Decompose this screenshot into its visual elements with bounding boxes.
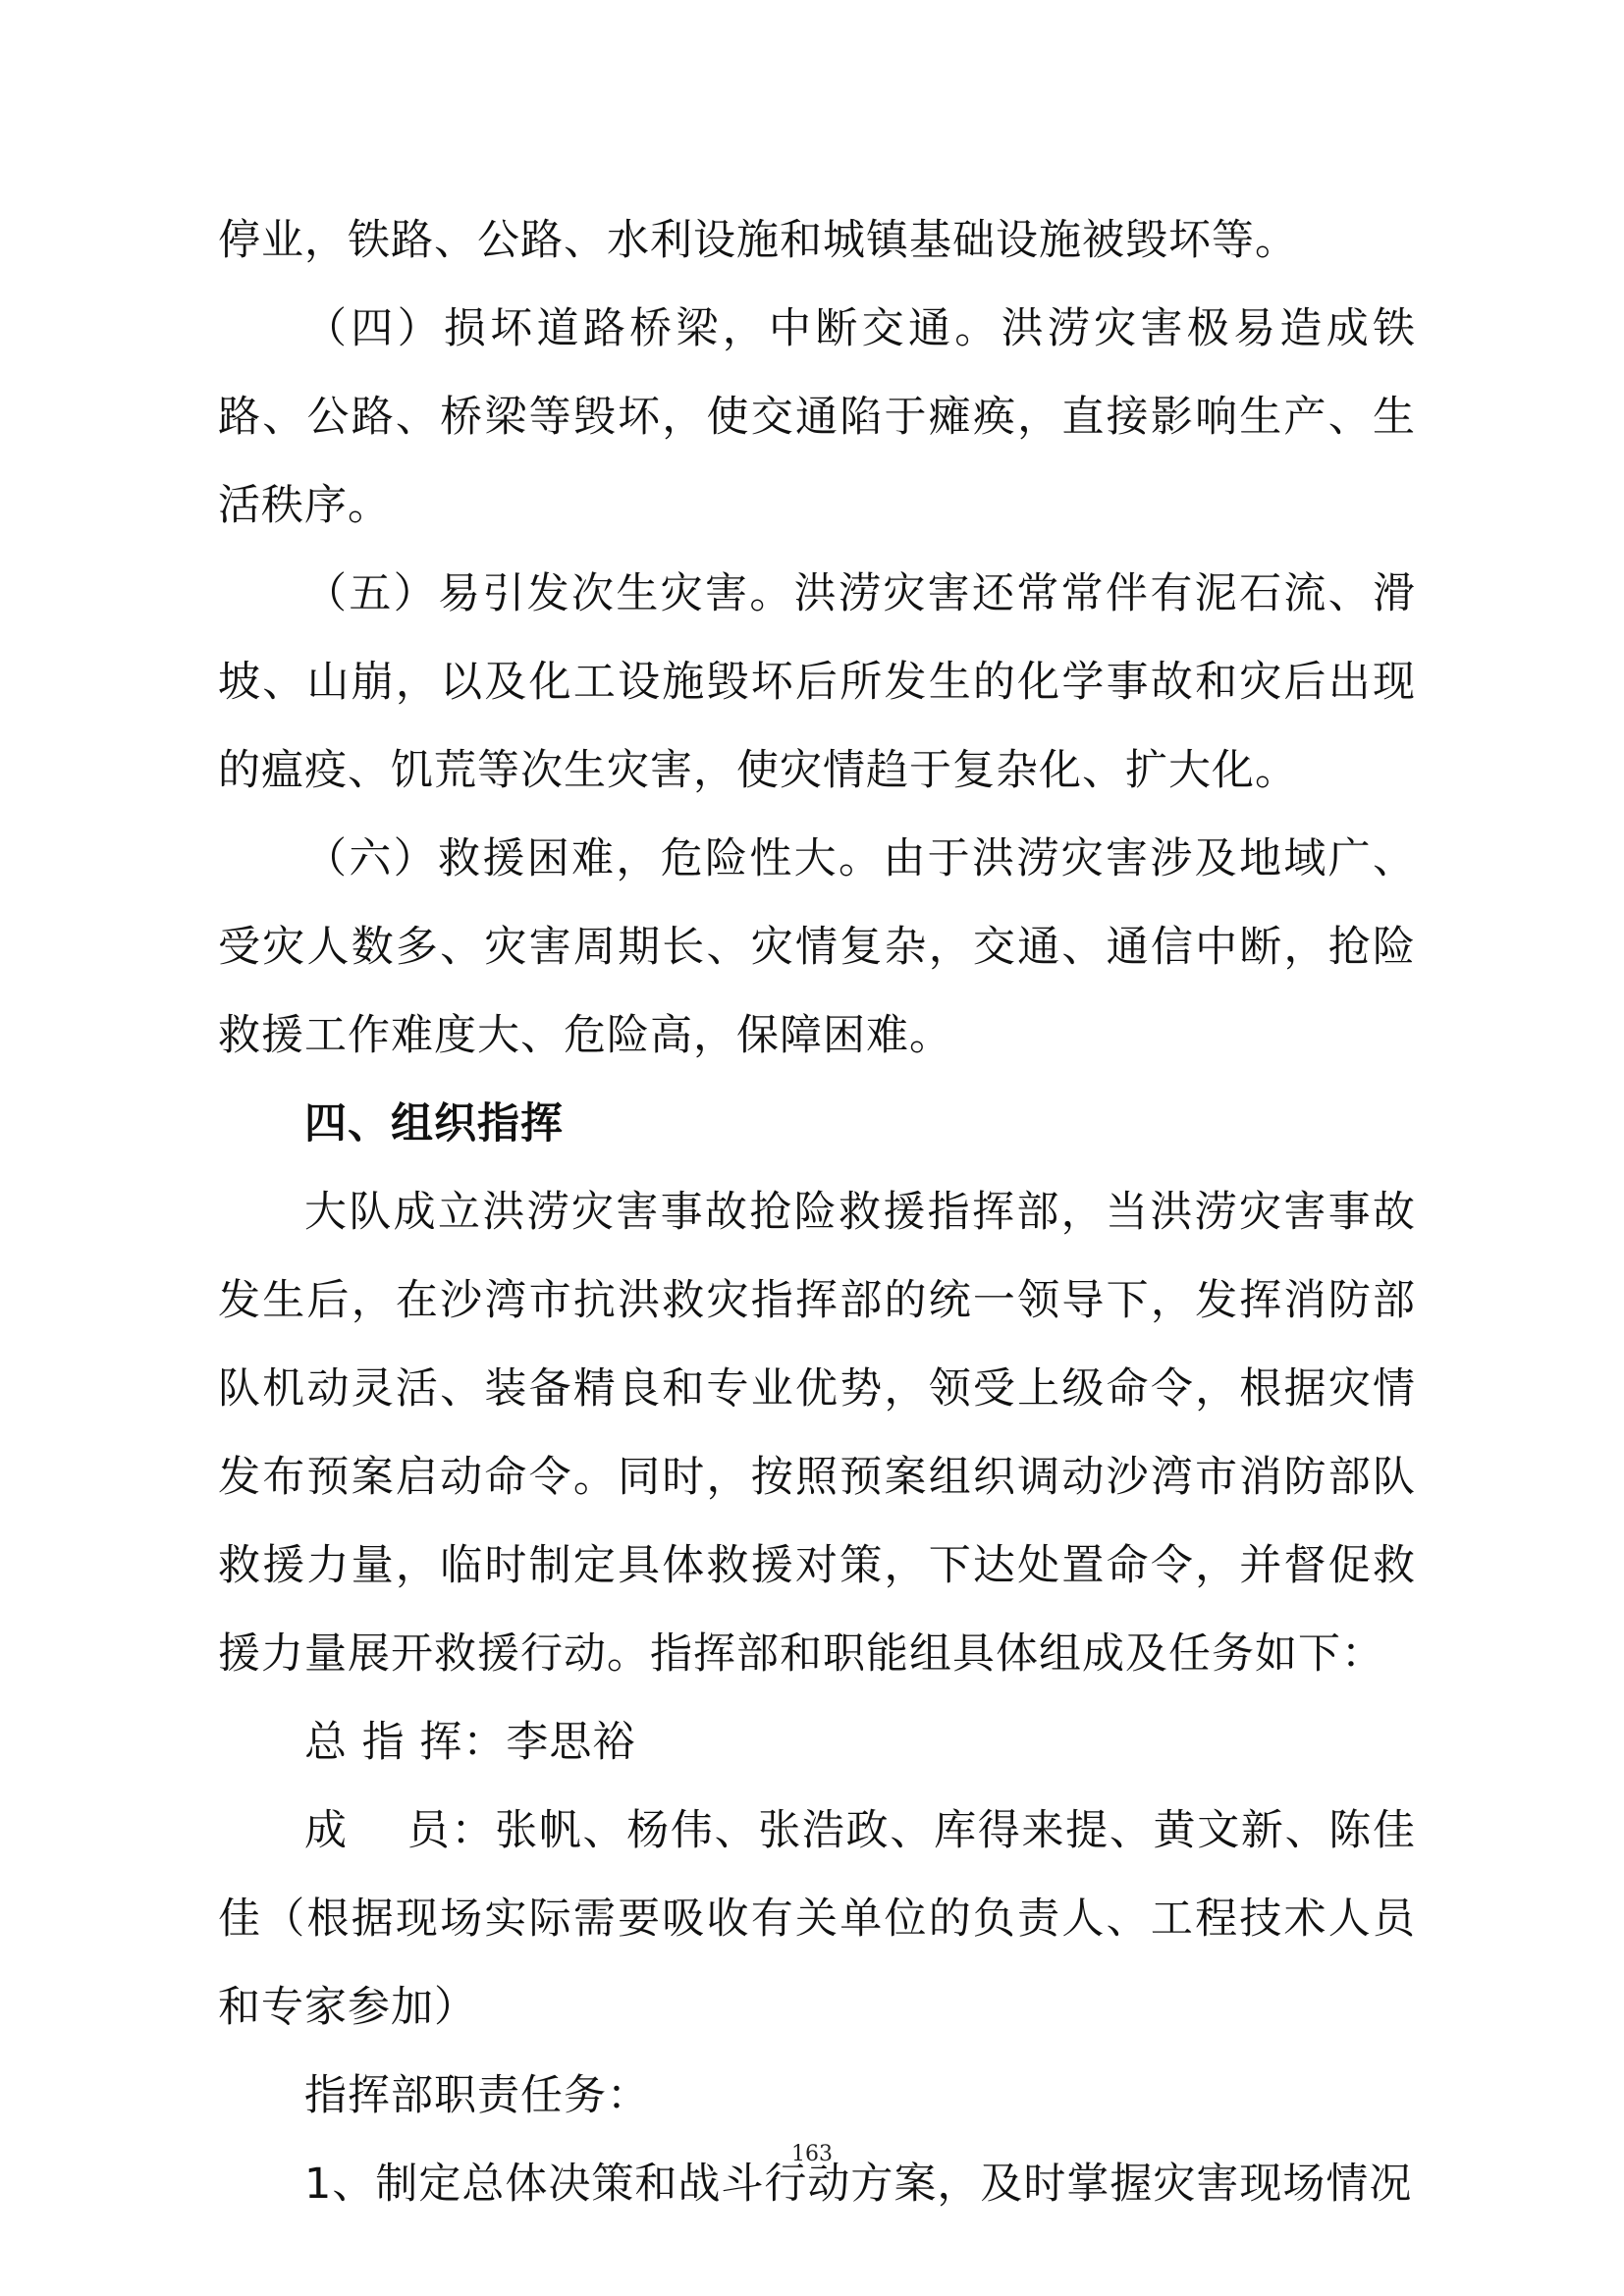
section-heading-organization-command: 四、组织指挥: [304, 1099, 564, 1148]
paragraph-item-5: （五）易引发次生灾害。洪涝灾害还常常伴有泥石流、滑坡、山崩，以及化工设施毁坏后所发生的化学事故和灾后出现的瘟疫、饥荒等次生灾害，使灾情趋于复杂化、扩大化。: [218, 569, 1416, 795]
paragraph-item-6: （六）救援困难，危险性大。由于洪涝灾害涉及地域广、受灾人数多、灾害周期长、灾情复杂，交通、通信中断，抢险救援工作难度大、危险高，保障困难。: [218, 834, 1416, 1060]
page-number: 163: [791, 2142, 833, 2166]
paragraph-command-structure: 大队成立洪涝灾害事故抢险救援指挥部，当洪涝灾害事故发生后，在沙湾市抗洪救灾指挥部的统一领导下，发挥消防部队机动灵活、装备精良和专业优势，领受上级命令，根据灾情发布预案启动命令。同时，按照预案组织调动沙湾市消防部队救援力量，临时制定具体救援对策，下达处置命令，并督促救援力量展开救援行动。指挥部和职能组具体组成及任务如下：: [218, 1188, 1416, 1679]
document-body: [218, 196, 1416, 2228]
paragraph-duties-heading: 指挥部职责任务：: [304, 2071, 650, 2120]
paragraph-continuation: 停业，铁路、公路、水利设施和城镇基础设施被毁坏等。: [218, 216, 1298, 265]
paragraph-item-4: （四）损坏道路桥梁，中断交通。洪涝灾害极易造成铁路、公路、桥梁等毁坏，使交通陷于瘫痪，直接影响生产、生活秩序。: [218, 304, 1416, 530]
paragraph-commander: 总 指 挥：李思裕: [304, 1718, 636, 1767]
paragraph-members: 成 员：张帆、杨伟、张浩政、库得来提、黄文新、陈佳佳（根据现场实际需要吸收有关单位的负责人、工程技术人员和专家参加）: [218, 1806, 1416, 2032]
paragraph-duty-1: 1、制定总体决策和战斗行动方案，及时掌握灾害现场情况: [304, 2160, 1413, 2209]
